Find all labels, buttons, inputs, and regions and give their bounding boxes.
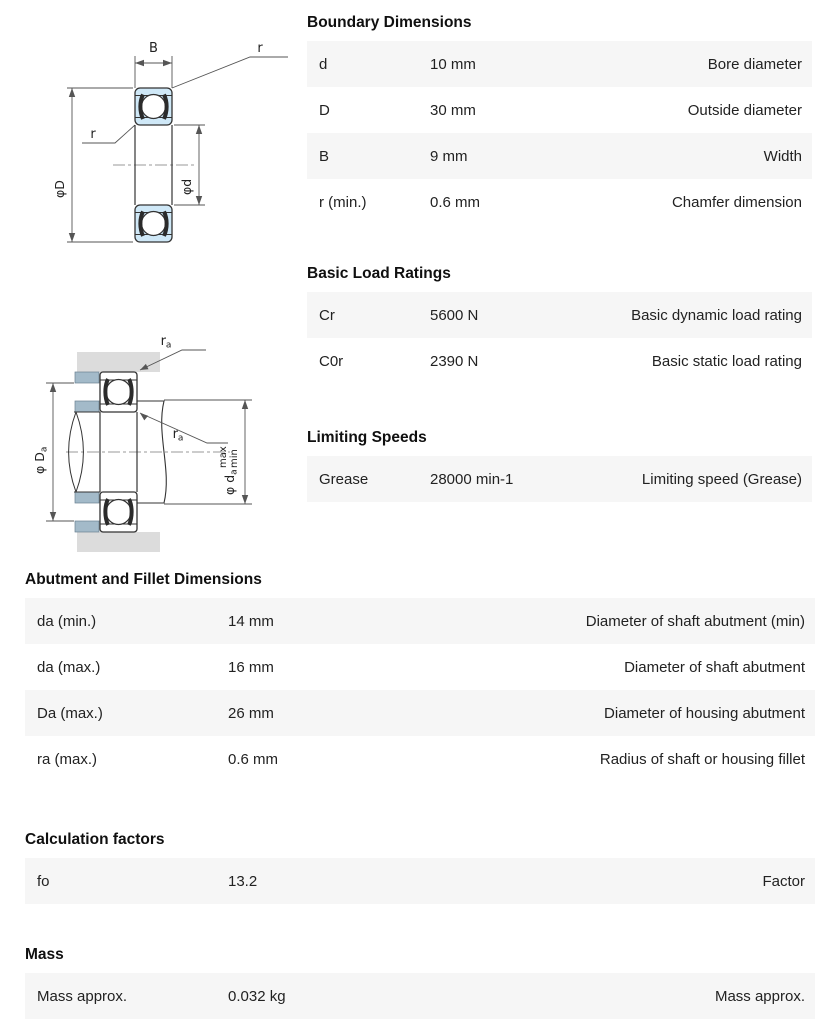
dim-label-bore-diameter: φd xyxy=(179,178,194,195)
param-label: ra (max.) xyxy=(37,750,97,768)
section-title: Boundary Dimensions xyxy=(307,14,472,31)
param-label: C0r xyxy=(319,352,344,370)
param-desc: Basic dynamic load rating xyxy=(631,306,802,324)
table-row xyxy=(307,87,812,133)
section-title: Limiting Speeds xyxy=(307,429,427,446)
param-desc: Factor xyxy=(762,872,805,890)
dim-label-width-B: B xyxy=(149,41,158,56)
table-row xyxy=(25,736,815,782)
param-value: 5600 N xyxy=(430,306,479,324)
param-label: Da (max.) xyxy=(37,704,103,722)
dim-label-housing-abutment-dia: φ $D_a$ xyxy=(32,446,50,474)
table-row xyxy=(307,133,812,179)
table-row xyxy=(25,973,815,1019)
section-title: Basic Load Ratings xyxy=(307,265,451,282)
section-title: Calculation factors xyxy=(25,831,165,848)
param-desc: Mass approx. xyxy=(714,987,805,1005)
param-desc: Outside diameter xyxy=(687,101,802,119)
dim-label-shaft-abutment-min: min xyxy=(229,449,240,468)
bearing-cross-section-diagram xyxy=(52,30,305,255)
param-desc: Diameter of housing abutment xyxy=(604,704,805,722)
param-desc: Radius of shaft or housing fillet xyxy=(599,750,805,768)
param-label: d xyxy=(319,55,328,73)
param-desc: Limiting speed (Grease) xyxy=(641,470,802,488)
param-label: da (max.) xyxy=(37,658,101,676)
spec-table xyxy=(25,598,815,782)
section-abutment-fillet-dimensions xyxy=(25,570,815,782)
param-label: Grease xyxy=(319,470,369,488)
param-value: 9 mm xyxy=(430,147,468,165)
param-value: 16 mm xyxy=(228,658,274,676)
dim-label-chamfer-r-left: r xyxy=(90,127,96,142)
dim-label-shaft-abutment-dia: φ $d_a$ xyxy=(222,469,240,495)
spec-table xyxy=(307,456,812,502)
param-value: 0.032 kg xyxy=(228,987,286,1005)
dim-label-fillet-ra-mid: ra xyxy=(172,427,184,444)
table-row xyxy=(25,644,815,690)
param-desc: Width xyxy=(763,147,802,165)
param-desc: Chamfer dimension xyxy=(671,193,802,211)
section-calculation-factors xyxy=(25,830,815,904)
section-title: Mass xyxy=(25,946,64,963)
section-title: Abutment and Fillet Dimensions xyxy=(25,571,262,588)
dim-label-shaft-abutment-max: max xyxy=(218,446,229,468)
table-row xyxy=(25,858,815,904)
table-row xyxy=(307,338,812,384)
section-limiting-speeds xyxy=(307,428,812,502)
param-desc: Bore diameter xyxy=(707,55,802,73)
spec-table xyxy=(25,973,815,1019)
table-row xyxy=(25,598,815,644)
section-mass xyxy=(25,945,815,1019)
param-value: 14 mm xyxy=(228,612,274,630)
mounting-diagram xyxy=(30,312,285,567)
table-row xyxy=(307,179,812,225)
param-label: fo xyxy=(37,872,50,890)
table-row xyxy=(25,690,815,736)
table-row xyxy=(307,456,812,502)
spec-table xyxy=(307,41,812,225)
section-boundary-dimensions xyxy=(307,13,812,225)
table-row xyxy=(307,41,812,87)
spec-table xyxy=(307,292,812,384)
table-row xyxy=(307,292,812,338)
param-desc: Basic static load rating xyxy=(651,352,802,370)
param-value: 26 mm xyxy=(228,704,274,722)
section-basic-load-ratings xyxy=(307,264,812,384)
param-value: 10 mm xyxy=(430,55,476,73)
param-value: 28000 min-1 xyxy=(430,470,514,488)
param-desc: Diameter of shaft abutment (min) xyxy=(585,612,805,630)
dim-label-chamfer-r-top: r xyxy=(257,41,263,56)
param-desc: Diameter of shaft abutment xyxy=(624,658,805,676)
param-label: Mass approx. xyxy=(37,987,128,1005)
spec-table xyxy=(25,858,815,904)
param-label: Cr xyxy=(319,306,335,324)
param-label: B xyxy=(319,147,330,165)
param-value: 13.2 xyxy=(228,872,258,890)
param-value: 2390 N xyxy=(430,352,479,370)
param-label: da (min.) xyxy=(37,612,97,630)
param-value: 0.6 mm xyxy=(228,750,279,768)
param-value: 30 mm xyxy=(430,101,476,119)
dim-label-fillet-ra-top: ra xyxy=(160,334,172,351)
param-label: D xyxy=(319,101,330,119)
param-value: 0.6 mm xyxy=(430,193,481,211)
param-label: r (min.) xyxy=(319,193,367,211)
dim-label-outside-diameter: φD xyxy=(52,180,67,198)
